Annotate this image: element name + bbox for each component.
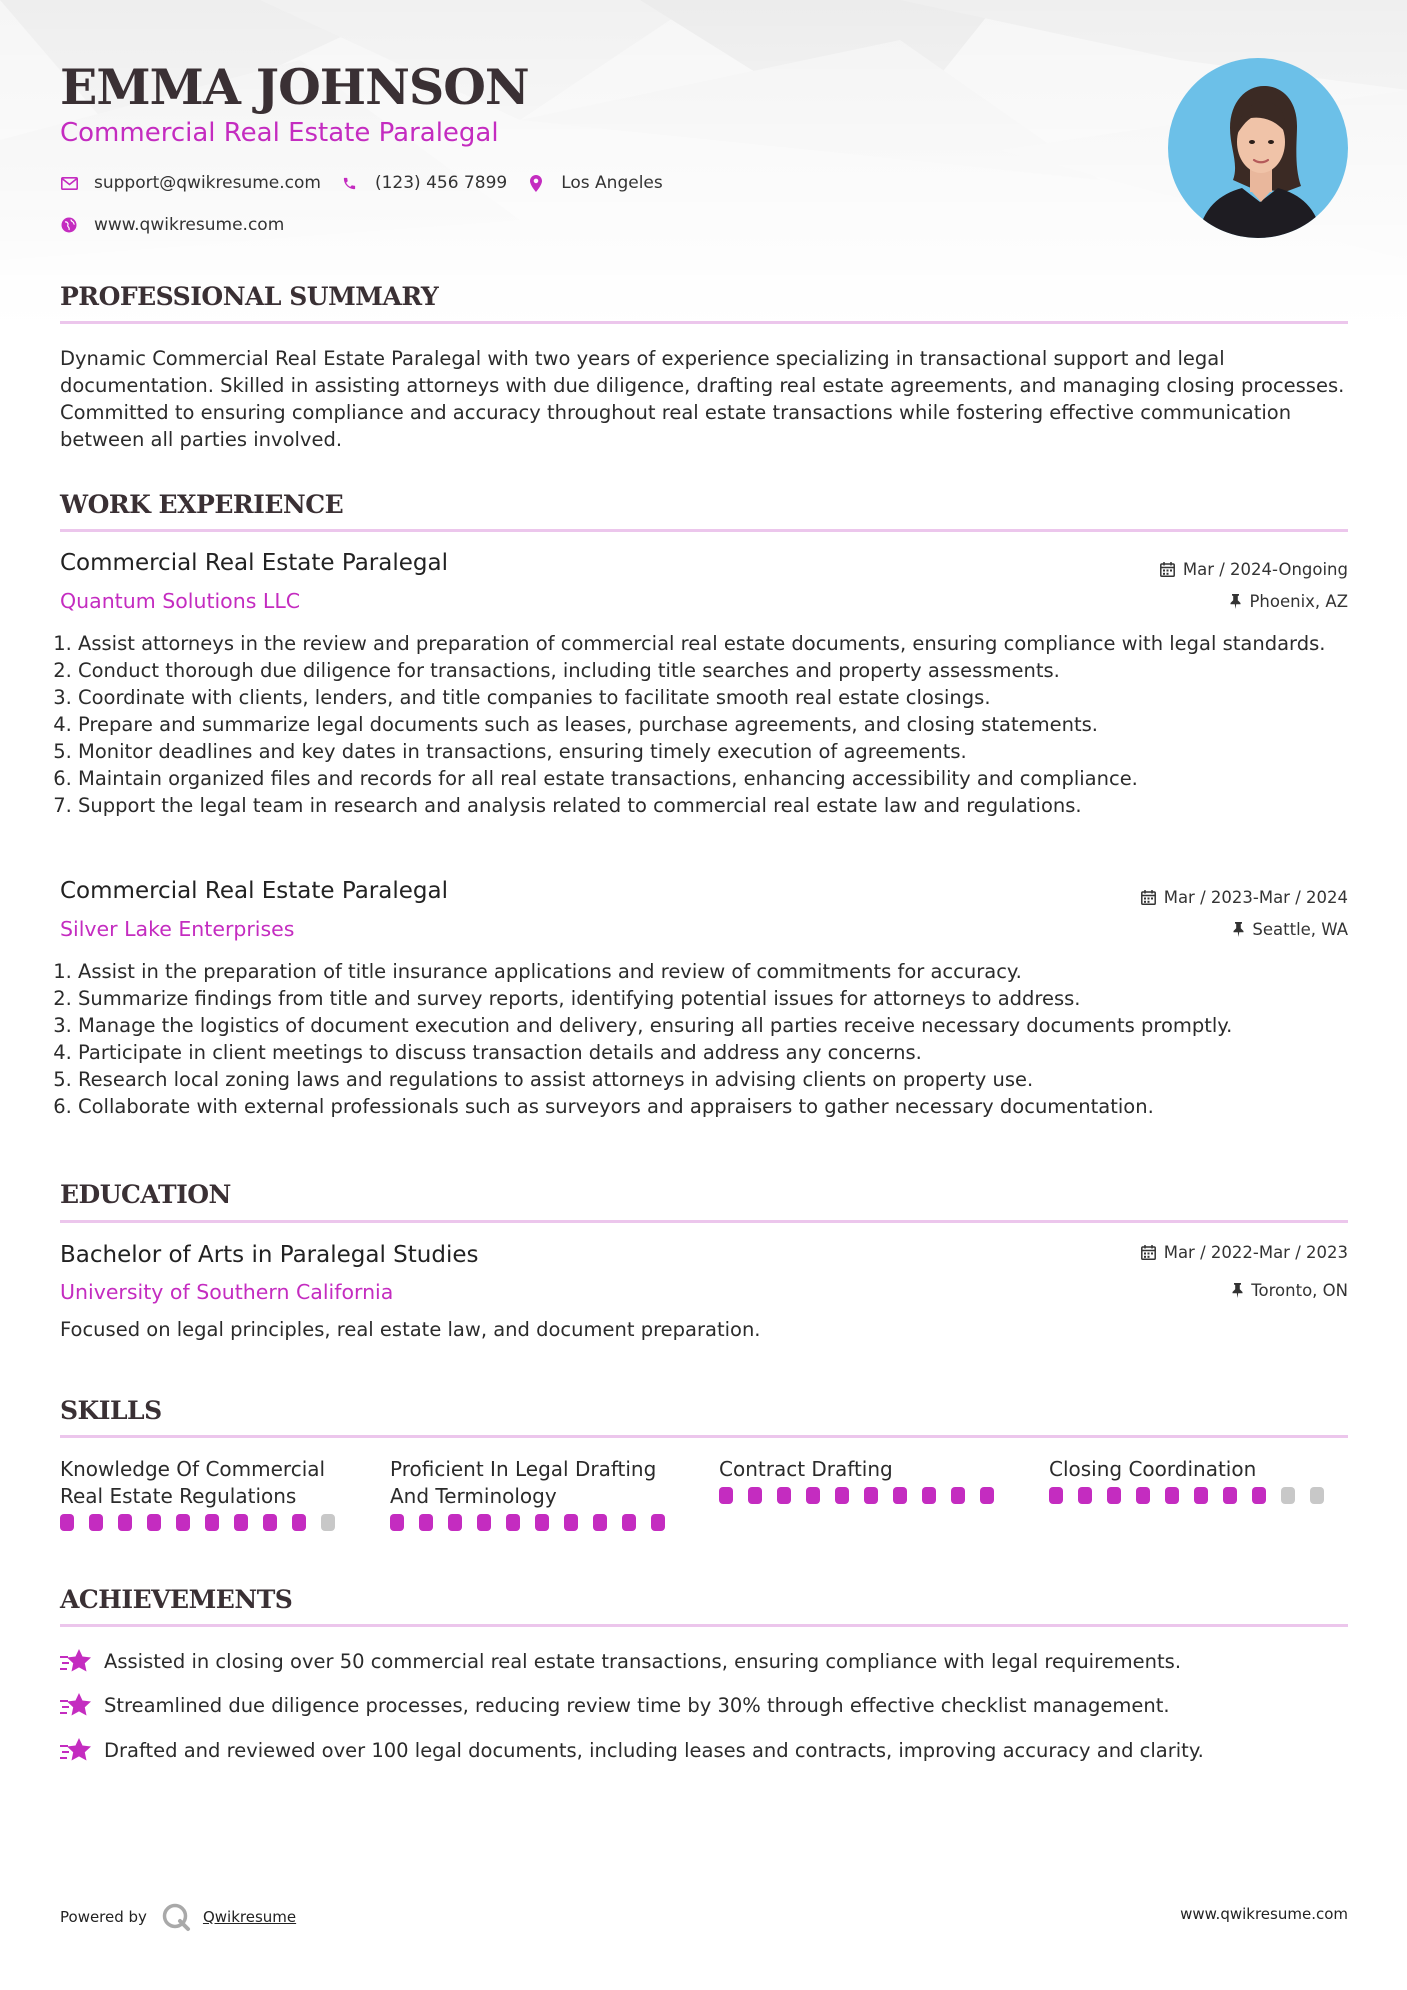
- education-heading: EDUCATION: [60, 1180, 231, 1209]
- job-location: [1233, 920, 1348, 939]
- skill-dot-filled: [448, 1514, 462, 1531]
- map-pin-icon: [527, 174, 545, 192]
- phone-icon: [341, 174, 359, 192]
- list-item: 5. Monitor deadlines and key dates in transactions, ensuring timely execution of agreements.: [78, 738, 1366, 765]
- skills-heading: SKILLS: [60, 1396, 162, 1425]
- skill-rating: [1049, 1487, 1349, 1504]
- footer-website-link[interactable]: www.qwikresume.com: [1180, 1905, 1348, 1923]
- skill-dot-filled: [147, 1514, 161, 1531]
- envelope-icon: [60, 174, 78, 192]
- achievement-item: [60, 1692, 1170, 1718]
- list-item: 7. Support the legal team in research and analysis related to commercial real estate law and regulations.: [78, 792, 1366, 819]
- company-name: Silver Lake Enterprises: [60, 917, 295, 941]
- job-title: Commercial Real Estate Paralegal: [60, 550, 448, 576]
- skill-dot-filled: [89, 1514, 103, 1531]
- skills-divider: [60, 1435, 1348, 1438]
- skill-name: Contract Drafting: [719, 1457, 893, 1481]
- qwikresume-link[interactable]: Qwikresume: [202, 1908, 297, 1926]
- job-dates-text: Mar / 2024-Ongoing: [1182, 560, 1348, 579]
- list-item: 3. Manage the logistics of document execution and delivery, ensuring all parties receive necessary documents promptly.: [78, 1012, 1366, 1039]
- school-name: University of Southern California: [60, 1280, 394, 1304]
- skill-dot-filled: [777, 1487, 791, 1504]
- skill-name: Knowledge Of Commercial Real Estate Regulations: [60, 1457, 326, 1508]
- candidate-name: EMMA JOHNSON: [60, 58, 529, 116]
- skill-dot-filled: [1049, 1487, 1063, 1504]
- skill-item: [719, 1456, 1019, 1504]
- education-location: [1232, 1281, 1348, 1300]
- skill-dot-filled: [651, 1514, 665, 1531]
- list-item: 4. Participate in client meetings to discuss transaction details and address any concerns.: [78, 1039, 1366, 1066]
- skill-rating: [719, 1487, 1019, 1504]
- skill-dot-filled: [951, 1487, 965, 1504]
- star-icon: [60, 1737, 92, 1763]
- list-item: 5. Research local zoning laws and regulations to assist attorneys in advising clients on property use.: [78, 1066, 1366, 1093]
- education-dates-text: Mar / 2022-Mar / 2023: [1163, 1243, 1348, 1262]
- skill-dot-filled: [390, 1514, 404, 1531]
- powered-by-label: Powered by: [60, 1908, 147, 1926]
- achievement-text: Assisted in closing over 50 commercial real estate transactions, ensuring compliance with legal requirements.: [104, 1649, 1182, 1673]
- skill-dot-filled: [234, 1514, 248, 1531]
- skill-dot-filled: [60, 1514, 74, 1531]
- skill-dot-filled: [1078, 1487, 1092, 1504]
- skill-dot-filled: [748, 1487, 762, 1504]
- skill-item: [1049, 1456, 1349, 1504]
- skill-name: Closing Coordination: [1049, 1457, 1257, 1481]
- list-item: 3. Coordinate with clients, lenders, and title companies to facilitate smooth real estate closings.: [78, 684, 1366, 711]
- skill-dot-empty: [1310, 1487, 1324, 1504]
- qwikresume-logo-icon: [161, 1902, 191, 1932]
- footer-powered-by: [60, 1902, 296, 1932]
- skill-dot-filled: [1136, 1487, 1150, 1504]
- job-dates-text: Mar / 2023-Mar / 2024: [1163, 888, 1348, 907]
- skill-dot-filled: [205, 1514, 219, 1531]
- calendar-icon: [1160, 562, 1175, 577]
- skill-dot-filled: [864, 1487, 878, 1504]
- skill-dot-empty: [321, 1514, 335, 1531]
- skill-rating: [390, 1514, 690, 1531]
- achievement-item: [60, 1737, 1204, 1763]
- experience-heading: WORK EXPERIENCE: [60, 490, 344, 519]
- company-name: Quantum Solutions LLC: [60, 589, 301, 613]
- education-description: Focused on legal principles, real estate law, and document preparation.: [60, 1318, 761, 1341]
- pushpin-icon: [1232, 1283, 1243, 1298]
- skill-dot-filled: [622, 1514, 636, 1531]
- skill-dot-filled: [535, 1514, 549, 1531]
- skill-dot-filled: [506, 1514, 520, 1531]
- degree-title: Bachelor of Arts in Paralegal Studies: [60, 1242, 479, 1268]
- email-link[interactable]: support@qwikresume.com: [94, 173, 321, 193]
- location-text: Los Angeles: [561, 173, 663, 193]
- star-icon: [60, 1692, 92, 1718]
- achievements-divider: [60, 1624, 1348, 1627]
- skill-dot-filled: [419, 1514, 433, 1531]
- skill-dot-filled: [1107, 1487, 1121, 1504]
- summary-text: Dynamic Commercial Real Estate Paralegal with two years of experience specializing in transactional support and legal documentation. Skilled in assisting attorneys with due diligence, drafting real estate agreements, and managing closing processes. Committed to ensuring compliance and accuracy throughout real estate transactions while fostering effective communication between all parties involved.: [60, 347, 1345, 451]
- job-dates: [1141, 888, 1348, 907]
- job-responsibilities: [60, 630, 1366, 819]
- list-item: 2. Conduct thorough due diligence for transactions, including title searches and property assessments.: [78, 657, 1366, 684]
- achievement-text: Drafted and reviewed over 100 legal documents, including leases and contracts, improving accuracy and clarity.: [104, 1738, 1204, 1762]
- skill-dot-filled: [1252, 1487, 1266, 1504]
- experience-divider: [60, 529, 1348, 532]
- summary-heading: PROFESSIONAL SUMMARY: [60, 282, 439, 311]
- skill-dot-filled: [593, 1514, 607, 1531]
- education-divider: [60, 1220, 1348, 1223]
- summary-divider: [60, 321, 1348, 324]
- skill-dot-filled: [1223, 1487, 1237, 1504]
- calendar-icon: [1141, 1245, 1156, 1260]
- skill-dot-filled: [292, 1514, 306, 1531]
- achievements-heading: ACHIEVEMENTS: [60, 1585, 293, 1614]
- skill-dot-filled: [176, 1514, 190, 1531]
- candidate-title: Commercial Real Estate Paralegal: [60, 118, 499, 148]
- profile-photo: [1168, 58, 1348, 238]
- job-location-text: Seattle, WA: [1252, 920, 1348, 939]
- skill-item: [60, 1456, 360, 1531]
- list-item: 2. Summarize findings from title and survey reports, identifying potential issues for attorneys to address.: [78, 985, 1366, 1012]
- skill-dot-filled: [719, 1487, 733, 1504]
- achievement-text: Streamlined due diligence processes, reducing review time by 30% through effective checklist management.: [104, 1693, 1170, 1717]
- skill-dot-filled: [118, 1514, 132, 1531]
- list-item: 6. Collaborate with external professionals such as surveyors and appraisers to gather necessary documentation.: [78, 1093, 1366, 1120]
- education-location-text: Toronto, ON: [1251, 1281, 1348, 1300]
- job-location: [1230, 592, 1348, 611]
- globe-icon: [60, 216, 78, 234]
- skill-name: Proficient In Legal Drafting And Terminology: [390, 1457, 657, 1508]
- list-item: 1. Assist in the preparation of title insurance applications and review of commitments for accuracy.: [78, 958, 1366, 985]
- job-dates: [1160, 560, 1348, 579]
- phone-number: (123) 456 7899: [374, 173, 508, 193]
- job-location-text: Phoenix, AZ: [1249, 592, 1348, 611]
- list-item: 6. Maintain organized files and records for all real estate transactions, enhancing accessibility and compliance.: [78, 765, 1366, 792]
- skill-item: [390, 1456, 690, 1531]
- skill-dot-filled: [564, 1514, 578, 1531]
- list-item: 1. Assist attorneys in the review and preparation of commercial real estate documents, ensuring compliance with legal standards.: [78, 630, 1366, 657]
- skill-dot-filled: [477, 1514, 491, 1531]
- skill-dot-filled: [835, 1487, 849, 1504]
- skill-dot-filled: [1165, 1487, 1179, 1504]
- skill-dot-filled: [263, 1514, 277, 1531]
- website-link[interactable]: www.qwikresume.com: [94, 215, 285, 235]
- skill-dot-empty: [1281, 1487, 1295, 1504]
- job-responsibilities: [60, 958, 1366, 1120]
- star-icon: [60, 1648, 92, 1674]
- skill-rating: [60, 1514, 360, 1531]
- education-dates: [1141, 1243, 1348, 1262]
- pushpin-icon: [1233, 922, 1244, 937]
- contact-row: [60, 173, 683, 193]
- skill-dot-filled: [893, 1487, 907, 1504]
- pushpin-icon: [1230, 594, 1241, 609]
- list-item: 4. Prepare and summarize legal documents such as leases, purchase agreements, and closing statements.: [78, 711, 1366, 738]
- skill-dot-filled: [806, 1487, 820, 1504]
- website-row: [60, 215, 304, 235]
- skill-dot-filled: [922, 1487, 936, 1504]
- calendar-icon: [1141, 890, 1156, 905]
- skill-dot-filled: [980, 1487, 994, 1504]
- skill-dot-filled: [1194, 1487, 1208, 1504]
- achievement-item: [60, 1648, 1181, 1674]
- job-title: Commercial Real Estate Paralegal: [60, 878, 448, 904]
